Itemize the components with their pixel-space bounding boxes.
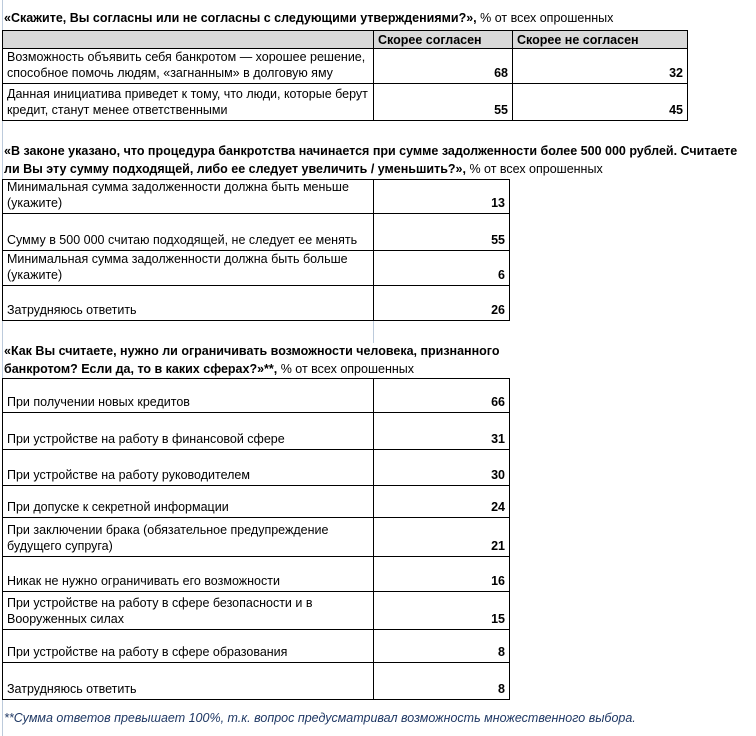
title-question-text: «В законе указано, что процедура банкротства начинается при сумме задолженности более 500 000 рублей. Считаете <box>4 144 738 158</box>
row-label: При заключении брака (обязательное предупреждение будущего супруга) <box>2 518 373 556</box>
table-row <box>2 214 510 251</box>
column-header-agree: Скорее согласен <box>373 31 512 48</box>
row-value: 21 <box>373 518 510 556</box>
row-value: 26 <box>373 286 510 320</box>
row-label: Минимальная сумма задолженности должна быть больше (укажите) <box>2 251 373 285</box>
footnote: **Сумма ответов превышает 100%, т.к. вопрос предусматривал возможность множественного выбора. <box>4 711 636 725</box>
table-row <box>2 286 510 321</box>
row-value: 13 <box>373 180 510 213</box>
table-row <box>2 84 688 121</box>
title-base-text: % от всех опрошенных <box>476 11 614 25</box>
row-value: 15 <box>373 592 510 629</box>
table-row <box>2 486 510 518</box>
row-value: 55 <box>373 214 510 250</box>
table-row <box>2 413 510 450</box>
row-value-agree: 68 <box>373 49 512 83</box>
row-label: При получении новых кредитов <box>2 379 373 412</box>
table-row <box>2 180 510 214</box>
title-question-text: ли Вы эту сумму подходящей, либо ее следует увеличить / уменьшить?», <box>4 162 466 176</box>
row-label: Никак не нужно ограничивать его возможности <box>2 557 373 591</box>
title-question-text: «Как Вы считаете, нужно ли ограничивать возможности человека, признанного <box>4 344 500 358</box>
row-label: При устройстве на работу в финансовой сфере <box>2 413 373 449</box>
section-title-threshold <box>4 142 737 178</box>
table-row <box>2 630 510 663</box>
row-value: 24 <box>373 486 510 517</box>
row-value-disagree: 32 <box>512 49 688 83</box>
agreement-table <box>2 30 688 121</box>
table-row <box>2 379 510 413</box>
row-value-agree: 55 <box>373 84 512 120</box>
column-gridline-stub <box>373 321 374 343</box>
corner-cell <box>2 31 373 48</box>
row-label: Затрудняюсь ответить <box>2 663 373 699</box>
section-title-agreement <box>4 9 613 27</box>
row-value: 8 <box>373 630 510 662</box>
title-question-text: банкротом? Если да, то в каких сферах?»**, <box>4 362 278 376</box>
row-label: При допуске к секретной информации <box>2 486 373 517</box>
row-label: Затрудняюсь ответить <box>2 286 373 320</box>
row-label: Данная инициатива приведет к тому, что люди, которые берут кредит, станут менее ответственными <box>2 84 373 120</box>
row-label: При устройстве на работу руководителем <box>2 450 373 485</box>
row-label: Минимальная сумма задолженности должна быть меньше (укажите) <box>2 180 373 213</box>
table-row <box>2 450 510 486</box>
row-value-disagree: 45 <box>512 84 688 120</box>
row-label: При устройстве на работу в сфере безопасности и в Вооруженных силах <box>2 592 373 629</box>
row-value: 8 <box>373 663 510 699</box>
threshold-table <box>2 179 510 321</box>
table-row <box>2 49 688 84</box>
table-row <box>2 557 510 592</box>
title-line <box>4 142 737 160</box>
title-line <box>4 9 613 27</box>
table-row <box>2 592 510 630</box>
restrictions-table <box>2 378 510 700</box>
title-question-text: «Скажите, Вы согласны или не согласны с следующими утверждениями?», <box>4 11 477 25</box>
table-row <box>2 251 510 286</box>
title-line <box>4 160 737 178</box>
row-value: 66 <box>373 379 510 412</box>
row-value: 16 <box>373 557 510 591</box>
title-base-text: % от всех опрошенных <box>277 362 414 376</box>
table-row <box>2 663 510 700</box>
row-value: 31 <box>373 413 510 449</box>
table-header-row <box>2 31 688 49</box>
title-line <box>4 342 499 360</box>
row-value: 30 <box>373 450 510 485</box>
row-label: При устройстве на работу в сфере образования <box>2 630 373 662</box>
table-row <box>2 518 510 557</box>
title-base-text: % от всех опрошенных <box>465 162 603 176</box>
column-header-disagree: Скорее не согласен <box>512 31 688 48</box>
row-value: 6 <box>373 251 510 285</box>
row-label: Возможность объявить себя банкротом — хорошее решение, способное помочь людям, «загнанным» в долговую яму <box>2 49 373 83</box>
section-title-restrictions <box>4 342 499 378</box>
row-label: Сумму в 500 000 считаю подходящей, не следует ее менять <box>2 214 373 250</box>
title-line <box>4 360 499 378</box>
